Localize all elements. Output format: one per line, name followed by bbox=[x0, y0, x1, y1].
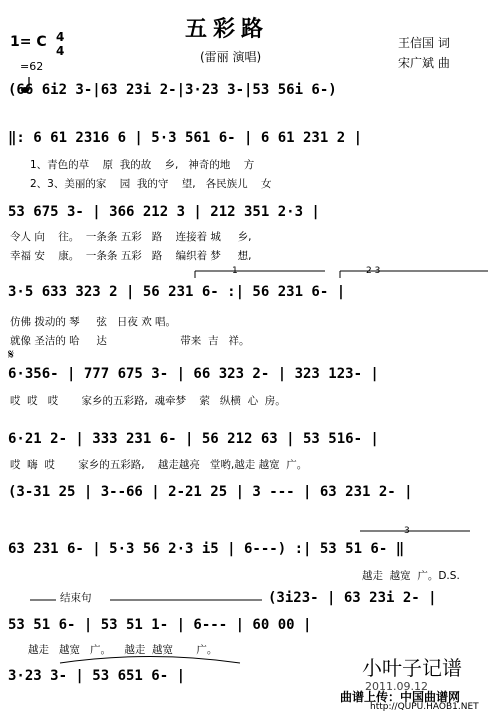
lyric-line-ending: 越走 越宽 广。 越走 越宽 广。 bbox=[28, 644, 218, 656]
site-credit: 曲谱上传：中国曲谱网 bbox=[340, 690, 461, 704]
lyric-line-verse1: 1、青色的草 原 我的故 乡, 神奇的地 方 bbox=[30, 159, 255, 171]
score-row-10: 53 51 6- | 53 51 1- | 6--- | 60 00 | bbox=[8, 617, 312, 633]
lyric-line-verse1: 仿佛 拨动的 琴 弦 日夜 欢 唱。 bbox=[10, 316, 177, 328]
lyric-line-chorus1: 哎 哎 哎 家乡的五彩路, 魂牵梦 萦 纵横 心 房。 bbox=[10, 395, 286, 407]
lyric-line-verse1: 令人 向 往。 一条条 五彩 路 连接着 城 乡, bbox=[10, 231, 252, 243]
time-signature-bottom: 4 bbox=[56, 44, 65, 58]
volta-1-label: 1 bbox=[232, 266, 238, 276]
score-row-5: 6·356- | 777 675 3- | 66 323 2- | 323 123- | bbox=[8, 366, 379, 382]
score-row-intro: (66 6i2 3-|63 23i 2-|3·23 3-|53 56i 6-) bbox=[8, 82, 337, 98]
score-row-11: 3·23 3- | 53 651 6- | bbox=[8, 668, 186, 684]
score-row-9: (3i23- | 63 23i 2- | bbox=[268, 590, 437, 606]
transcriber-signature: 小叶子记谱 bbox=[362, 656, 462, 680]
lyric-line-verse2: 2、3、美丽的家 园 我的守 望, 各民族儿 女 bbox=[30, 178, 272, 190]
score-row-6: 6·21 2- | 333 231 6- | 56 212 63 | 53 516- | bbox=[8, 431, 379, 447]
ending-label: 结束句 bbox=[60, 592, 92, 604]
score-row-2: ‖: 6 61 2316 6 | 5·3 561 6- | 6 61 231 2 | bbox=[8, 130, 363, 146]
segno-sign: 𝄋 bbox=[8, 347, 15, 363]
site-url: http://QUPU.HAOB1.NET bbox=[370, 702, 479, 712]
lyric-line-chorus2: 哎 嗨 哎 家乡的五彩路, 越走越亮 堂哟,越走 越宽 广。 bbox=[10, 459, 308, 471]
composer-credit: 宋广斌 曲 bbox=[398, 56, 450, 70]
volta-2-label: 2 3 bbox=[366, 266, 381, 276]
score-row-4: 3·5 633 323 2 | 56 231 6- :| 56 231 6- | bbox=[8, 284, 346, 300]
transcription-date: 2011.09.12 bbox=[365, 680, 428, 693]
lyric-line-verse2: 就像 圣洁的 哈 达 带来 吉 祥。 bbox=[10, 335, 250, 347]
key-signature: 1= C bbox=[10, 34, 47, 50]
score-row-8: 63 231 6- | 5·3 56 2·3 i5 | 6---) :| 53 51 6- ‖ bbox=[8, 541, 405, 557]
score-row-3: 53 675 3- | 366 212 3 | 212 351 2·3 | bbox=[8, 204, 320, 220]
tempo-mark: =62 bbox=[20, 60, 44, 73]
lyric-line-verse2: 幸福 安 康。 一条条 五彩 路 编织着 梦 想, bbox=[10, 250, 252, 262]
singer-line: (雷丽 演唱) bbox=[200, 50, 262, 64]
score-row-7: (3-31 25 | 3--66 | 2-21 25 | 3 --- | 63 231 2- | bbox=[8, 484, 413, 500]
lyricist-credit: 王信国 词 bbox=[398, 36, 450, 50]
ending-slur bbox=[60, 657, 240, 664]
triplet-mark: 3 bbox=[404, 526, 410, 536]
lyric-line-ds: 越走 越宽 广。D.S. bbox=[362, 570, 460, 582]
time-signature-top: 4 bbox=[56, 30, 65, 44]
song-title: 五彩路 bbox=[185, 16, 270, 42]
